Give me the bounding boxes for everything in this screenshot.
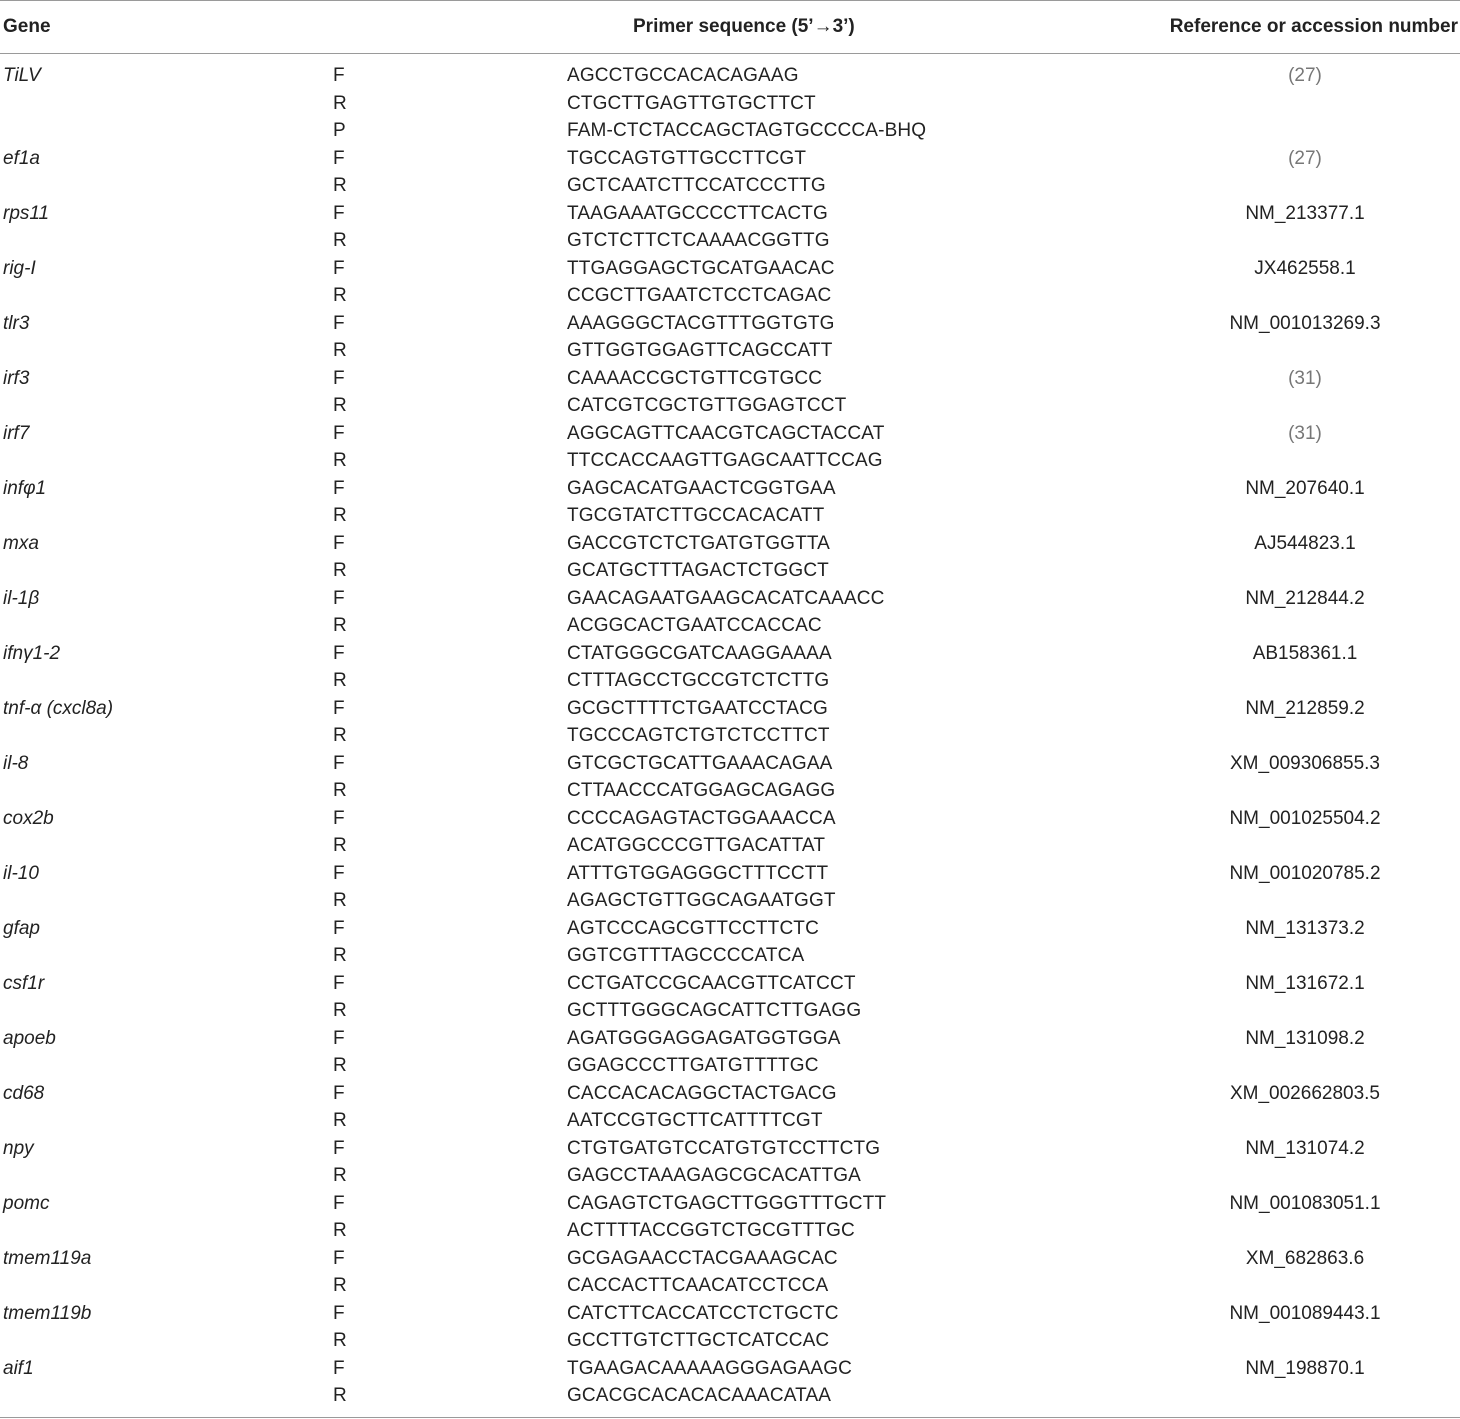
- reference-cell: XM_002662803.5: [1229, 1082, 1380, 1104]
- table-row: [0, 805, 1460, 833]
- sequence-cell: CTTAACCCATGGAGCAGAGG: [567, 780, 836, 801]
- sequence-cell: TTGAGGAGCTGCATGAACAC: [567, 257, 835, 279]
- sequence-cell: CCGCTTGAATCTCCTCAGAC: [567, 285, 832, 306]
- table-row: [0, 722, 1460, 750]
- sequence-cell: GTCGCTGCATTGAAACAGAA: [567, 752, 833, 774]
- direction-cell: R: [333, 340, 347, 361]
- direction-cell: F: [333, 972, 345, 994]
- table-row: [0, 227, 1460, 255]
- sequence-cell: GAGCCTAAAGAGCGCACATTGA: [567, 1165, 861, 1186]
- sequence-cell: AGCCTGCCACACAGAAG: [567, 65, 799, 86]
- reference-cell: (27): [1288, 147, 1322, 169]
- table-row: [0, 1162, 1460, 1190]
- sequence-cell: ACTTTTACCGGTCTGCGTTTGC: [567, 1220, 855, 1241]
- direction-cell: F: [333, 697, 345, 719]
- direction-cell: R: [333, 1000, 347, 1021]
- reference-cell: NM_001083051.1: [1229, 1192, 1381, 1214]
- reference-cell: NM_131098.2: [1245, 1027, 1365, 1049]
- table-row: [0, 420, 1460, 448]
- sequence-cell: GGTCGTTTAGCCCCATCA: [567, 945, 805, 966]
- sequence-cell: TGCGTATCTTGCCACACATT: [567, 505, 825, 526]
- reference-cell: NM_131074.2: [1245, 1137, 1365, 1159]
- table-row: [0, 365, 1460, 393]
- table-header-rule: [0, 53, 1460, 54]
- direction-cell: R: [333, 175, 347, 196]
- direction-cell: F: [333, 477, 345, 499]
- reference-cell: XM_009306855.3: [1229, 752, 1380, 774]
- sequence-cell: TGAAGACAAAAAGGGAGAAGC: [567, 1357, 853, 1379]
- direction-cell: F: [333, 532, 345, 554]
- sequence-cell: ACGGCACTGAATCCACCAC: [567, 615, 822, 636]
- reference-cell: NM_198870.1: [1245, 1357, 1365, 1379]
- direction-cell: R: [333, 92, 347, 114]
- gene-cell: apoeb: [3, 1027, 56, 1049]
- table-row: [0, 530, 1460, 558]
- direction-cell: R: [333, 230, 347, 251]
- direction-cell: F: [333, 807, 345, 829]
- direction-cell: P: [333, 120, 346, 141]
- reference-cell: (31): [1288, 367, 1322, 389]
- sequence-cell: GCGAGAACCTACGAAAGCAC: [567, 1247, 838, 1269]
- gene-cell: cox2b: [3, 807, 54, 829]
- table-row: [0, 667, 1460, 695]
- gene-cell: ifnγ1-2: [3, 642, 61, 664]
- gene-cell: npy: [3, 1137, 34, 1159]
- reference-cell: NM_001089443.1: [1229, 1302, 1381, 1324]
- direction-cell: F: [333, 147, 345, 169]
- table-row: [0, 1190, 1460, 1218]
- table-body: [0, 62, 1460, 1410]
- direction-cell: F: [333, 202, 345, 224]
- gene-cell: il-10: [3, 862, 39, 884]
- direction-cell: R: [333, 450, 347, 471]
- table-row: [0, 860, 1460, 888]
- gene-cell: ef1a: [3, 147, 40, 169]
- table-row: [0, 1272, 1460, 1300]
- reference-cell: NM_001013269.3: [1229, 312, 1381, 334]
- table-row: [0, 90, 1460, 118]
- table-row: [0, 1052, 1460, 1080]
- direction-cell: F: [333, 862, 345, 884]
- reference-cell: (31): [1288, 422, 1322, 444]
- direction-cell: R: [333, 780, 347, 801]
- gene-cell: csf1r: [3, 972, 45, 994]
- direction-cell: R: [333, 1385, 347, 1406]
- header-gene: Gene: [3, 16, 51, 37]
- table-top-rule: [0, 0, 1460, 1]
- sequence-cell: CTGTGATGTCCATGTGTCCTTCTG: [567, 1137, 881, 1159]
- direction-cell: F: [333, 257, 345, 279]
- reference-cell: AJ544823.1: [1254, 532, 1356, 554]
- gene-cell: cd68: [3, 1082, 45, 1104]
- direction-cell: F: [333, 752, 345, 774]
- table-row: [0, 1107, 1460, 1135]
- direction-cell: F: [333, 65, 345, 86]
- gene-cell: mxa: [3, 532, 39, 554]
- table-row: [0, 200, 1460, 228]
- table-row: [0, 310, 1460, 338]
- direction-cell: R: [333, 1330, 347, 1351]
- sequence-cell: GAACAGAATGAAGCACATCAAACC: [567, 587, 885, 609]
- direction-cell: R: [333, 945, 347, 966]
- table-row: [0, 172, 1460, 200]
- sequence-cell: ATTTGTGGAGGGCTTTCCTT: [567, 862, 829, 884]
- table-row: [0, 1080, 1460, 1108]
- sequence-cell: AATCCGTGCTTCATTTTCGT: [567, 1110, 823, 1131]
- reference-cell: XM_682863.6: [1245, 1247, 1365, 1269]
- sequence-cell: GCTCAATCTTCCATCCCTTG: [567, 175, 826, 196]
- sequence-cell: CCCCAGAGTACTGGAAACCA: [567, 807, 836, 829]
- table-row: [0, 695, 1460, 723]
- sequence-cell: CAAAACCGCTGTTCGTGCC: [567, 367, 823, 389]
- table-row: [0, 557, 1460, 585]
- gene-cell: rig-I: [3, 257, 36, 279]
- direction-cell: R: [333, 1220, 347, 1241]
- reference-cell: NM_001025504.2: [1229, 807, 1381, 829]
- sequence-cell: GCATGCTTTAGACTCTGGCT: [567, 560, 829, 581]
- reference-cell: NM_212859.2: [1245, 697, 1365, 719]
- gene-cell: aif1: [3, 1357, 34, 1379]
- sequence-cell: TGCCAGTGTTGCCTTCGT: [567, 147, 807, 169]
- gene-cell: tnf-α (cxcl8a): [3, 697, 114, 719]
- direction-cell: F: [333, 1192, 345, 1214]
- sequence-cell: GTTGGTGGAGTTCAGCCATT: [567, 340, 833, 361]
- sequence-cell: GCGCTTTTCTGAATCCTACG: [567, 697, 828, 719]
- direction-cell: F: [333, 1302, 345, 1324]
- table-row: [0, 997, 1460, 1025]
- reference-cell: AB158361.1: [1252, 642, 1358, 664]
- gene-cell: tmem119a: [3, 1247, 92, 1269]
- direction-cell: F: [333, 587, 345, 609]
- table-row: [0, 585, 1460, 613]
- sequence-cell: CCTGATCCGCAACGTTCATCCT: [567, 972, 856, 994]
- direction-cell: R: [333, 835, 347, 856]
- table-row: [0, 62, 1460, 90]
- gene-cell: tmem119b: [3, 1302, 92, 1324]
- sequence-cell: CAGAGTCTGAGCTTGGGTTTGCTT: [567, 1192, 887, 1214]
- sequence-cell: AGGCAGTTCAACGTCAGCTACCAT: [567, 422, 885, 444]
- gene-cell: TiLV: [3, 65, 41, 86]
- sequence-cell: ACATGGCCCGTTGACATTAT: [567, 835, 826, 856]
- table-row: [0, 145, 1460, 173]
- gene-cell: infφ1: [3, 477, 47, 499]
- direction-cell: F: [333, 1247, 345, 1269]
- table-row: [0, 282, 1460, 310]
- sequence-cell: GAGCACATGAACTCGGTGAA: [567, 477, 836, 499]
- reference-cell: NM_001020785.2: [1229, 862, 1381, 884]
- table-row: [0, 942, 1460, 970]
- sequence-cell: GCTTTGGGCAGCATTCTTGAGG: [567, 1000, 862, 1021]
- sequence-cell: CTGCTTGAGTTGTGCTTCT: [567, 92, 816, 114]
- direction-cell: R: [333, 1165, 347, 1186]
- sequence-cell: AGAGCTGTTGGCAGAATGGT: [567, 890, 836, 911]
- sequence-cell: CATCTTCACCATCCTCTGCTC: [567, 1302, 839, 1324]
- sequence-cell: GTCTCTTCTCAAAACGGTTG: [567, 230, 830, 251]
- table-row: [0, 1135, 1460, 1163]
- reference-cell: (27): [1288, 65, 1322, 86]
- sequence-cell: CATCGTCGCTGTTGGAGTCCT: [567, 395, 847, 416]
- direction-cell: R: [333, 1055, 347, 1076]
- table-row: [0, 640, 1460, 668]
- table-row: [0, 475, 1460, 503]
- direction-cell: F: [333, 1357, 345, 1379]
- table-row: [0, 1355, 1460, 1383]
- table-row: [0, 612, 1460, 640]
- direction-cell: R: [333, 670, 347, 691]
- reference-cell: JX462558.1: [1254, 257, 1356, 279]
- direction-cell: F: [333, 1137, 345, 1159]
- direction-cell: F: [333, 312, 345, 334]
- direction-cell: R: [333, 1110, 347, 1131]
- table-row: [0, 447, 1460, 475]
- table-row: [0, 392, 1460, 420]
- gene-cell: pomc: [3, 1192, 50, 1214]
- direction-cell: R: [333, 725, 347, 746]
- sequence-cell: AAAGGGCTACGTTTGGTGTG: [567, 312, 835, 334]
- sequence-cell: CACCACACAGGCTACTGACG: [567, 1082, 837, 1104]
- direction-cell: F: [333, 642, 345, 664]
- sequence-cell: CTTTAGCCTGCCGTCTCTTG: [567, 670, 830, 691]
- gene-cell: irf7: [3, 422, 30, 444]
- sequence-cell: CTATGGGCGATCAAGGAAAA: [567, 642, 832, 664]
- direction-cell: R: [333, 285, 347, 306]
- gene-cell: il-8: [3, 752, 29, 774]
- direction-cell: F: [333, 367, 345, 389]
- sequence-cell: GCCTTGTCTTGCTCATCCAC: [567, 1330, 830, 1351]
- sequence-cell: AGATGGGAGGAGATGGTGGA: [567, 1027, 841, 1049]
- sequence-cell: GGAGCCCTTGATGTTTTGC: [567, 1055, 819, 1076]
- table-row: [0, 1300, 1460, 1328]
- direction-cell: R: [333, 1275, 347, 1296]
- sequence-cell: CACCACTTCAACATCCTCCA: [567, 1275, 829, 1296]
- table-row: [0, 502, 1460, 530]
- table-row: [0, 255, 1460, 283]
- gene-cell: tlr3: [3, 312, 30, 334]
- sequence-cell: TAAGAAATGCCCCTTCACTG: [567, 202, 828, 224]
- reference-cell: NM_212844.2: [1245, 587, 1365, 609]
- table-row: [0, 1245, 1460, 1273]
- gene-cell: gfap: [3, 917, 40, 939]
- table-row: [0, 887, 1460, 915]
- gene-cell: irf3: [3, 367, 30, 389]
- direction-cell: R: [333, 615, 347, 636]
- table-bottom-rule: [0, 1417, 1460, 1418]
- table-row: [0, 915, 1460, 943]
- reference-cell: NM_131672.1: [1245, 972, 1365, 994]
- table-row: [0, 832, 1460, 860]
- table-row: [0, 1382, 1460, 1410]
- sequence-cell: AGTCCCAGCGTTCCTTCTC: [567, 917, 819, 939]
- sequence-cell: GACCGTCTCTGATGTGGTTA: [567, 532, 830, 554]
- direction-cell: R: [333, 505, 347, 526]
- table-row: [0, 1327, 1460, 1355]
- gene-cell: il-1β: [3, 587, 40, 609]
- direction-cell: F: [333, 1082, 345, 1104]
- header-reference: Reference or accession number: [1169, 16, 1458, 37]
- table-row: [0, 1217, 1460, 1245]
- table-row: [0, 777, 1460, 805]
- reference-cell: NM_213377.1: [1245, 202, 1365, 224]
- sequence-cell: TGCCCAGTCTGTCTCCTTCT: [567, 725, 830, 746]
- sequence-cell: GCACGCACACACAAACATAA: [567, 1385, 832, 1406]
- table-row: [0, 337, 1460, 365]
- direction-cell: R: [333, 560, 347, 581]
- reference-cell: NM_207640.1: [1245, 477, 1365, 499]
- direction-cell: R: [333, 395, 347, 416]
- table-row: [0, 1025, 1460, 1053]
- direction-cell: F: [333, 1027, 345, 1049]
- sequence-cell: FAM-CTCTACCAGCTAGTGCCCCA-BHQ: [567, 120, 927, 141]
- direction-cell: F: [333, 917, 345, 939]
- sequence-cell: TTCCACCAAGTTGAGCAATTCCAG: [567, 450, 883, 471]
- gene-cell: rps11: [3, 202, 50, 224]
- table-row: [0, 970, 1460, 998]
- direction-cell: F: [333, 422, 345, 444]
- direction-cell: R: [333, 890, 347, 911]
- table-row: [0, 750, 1460, 778]
- reference-cell: NM_131373.2: [1245, 917, 1365, 939]
- table-row: [0, 117, 1460, 145]
- header-primer-sequence: Primer sequence (5’→3’): [633, 16, 855, 37]
